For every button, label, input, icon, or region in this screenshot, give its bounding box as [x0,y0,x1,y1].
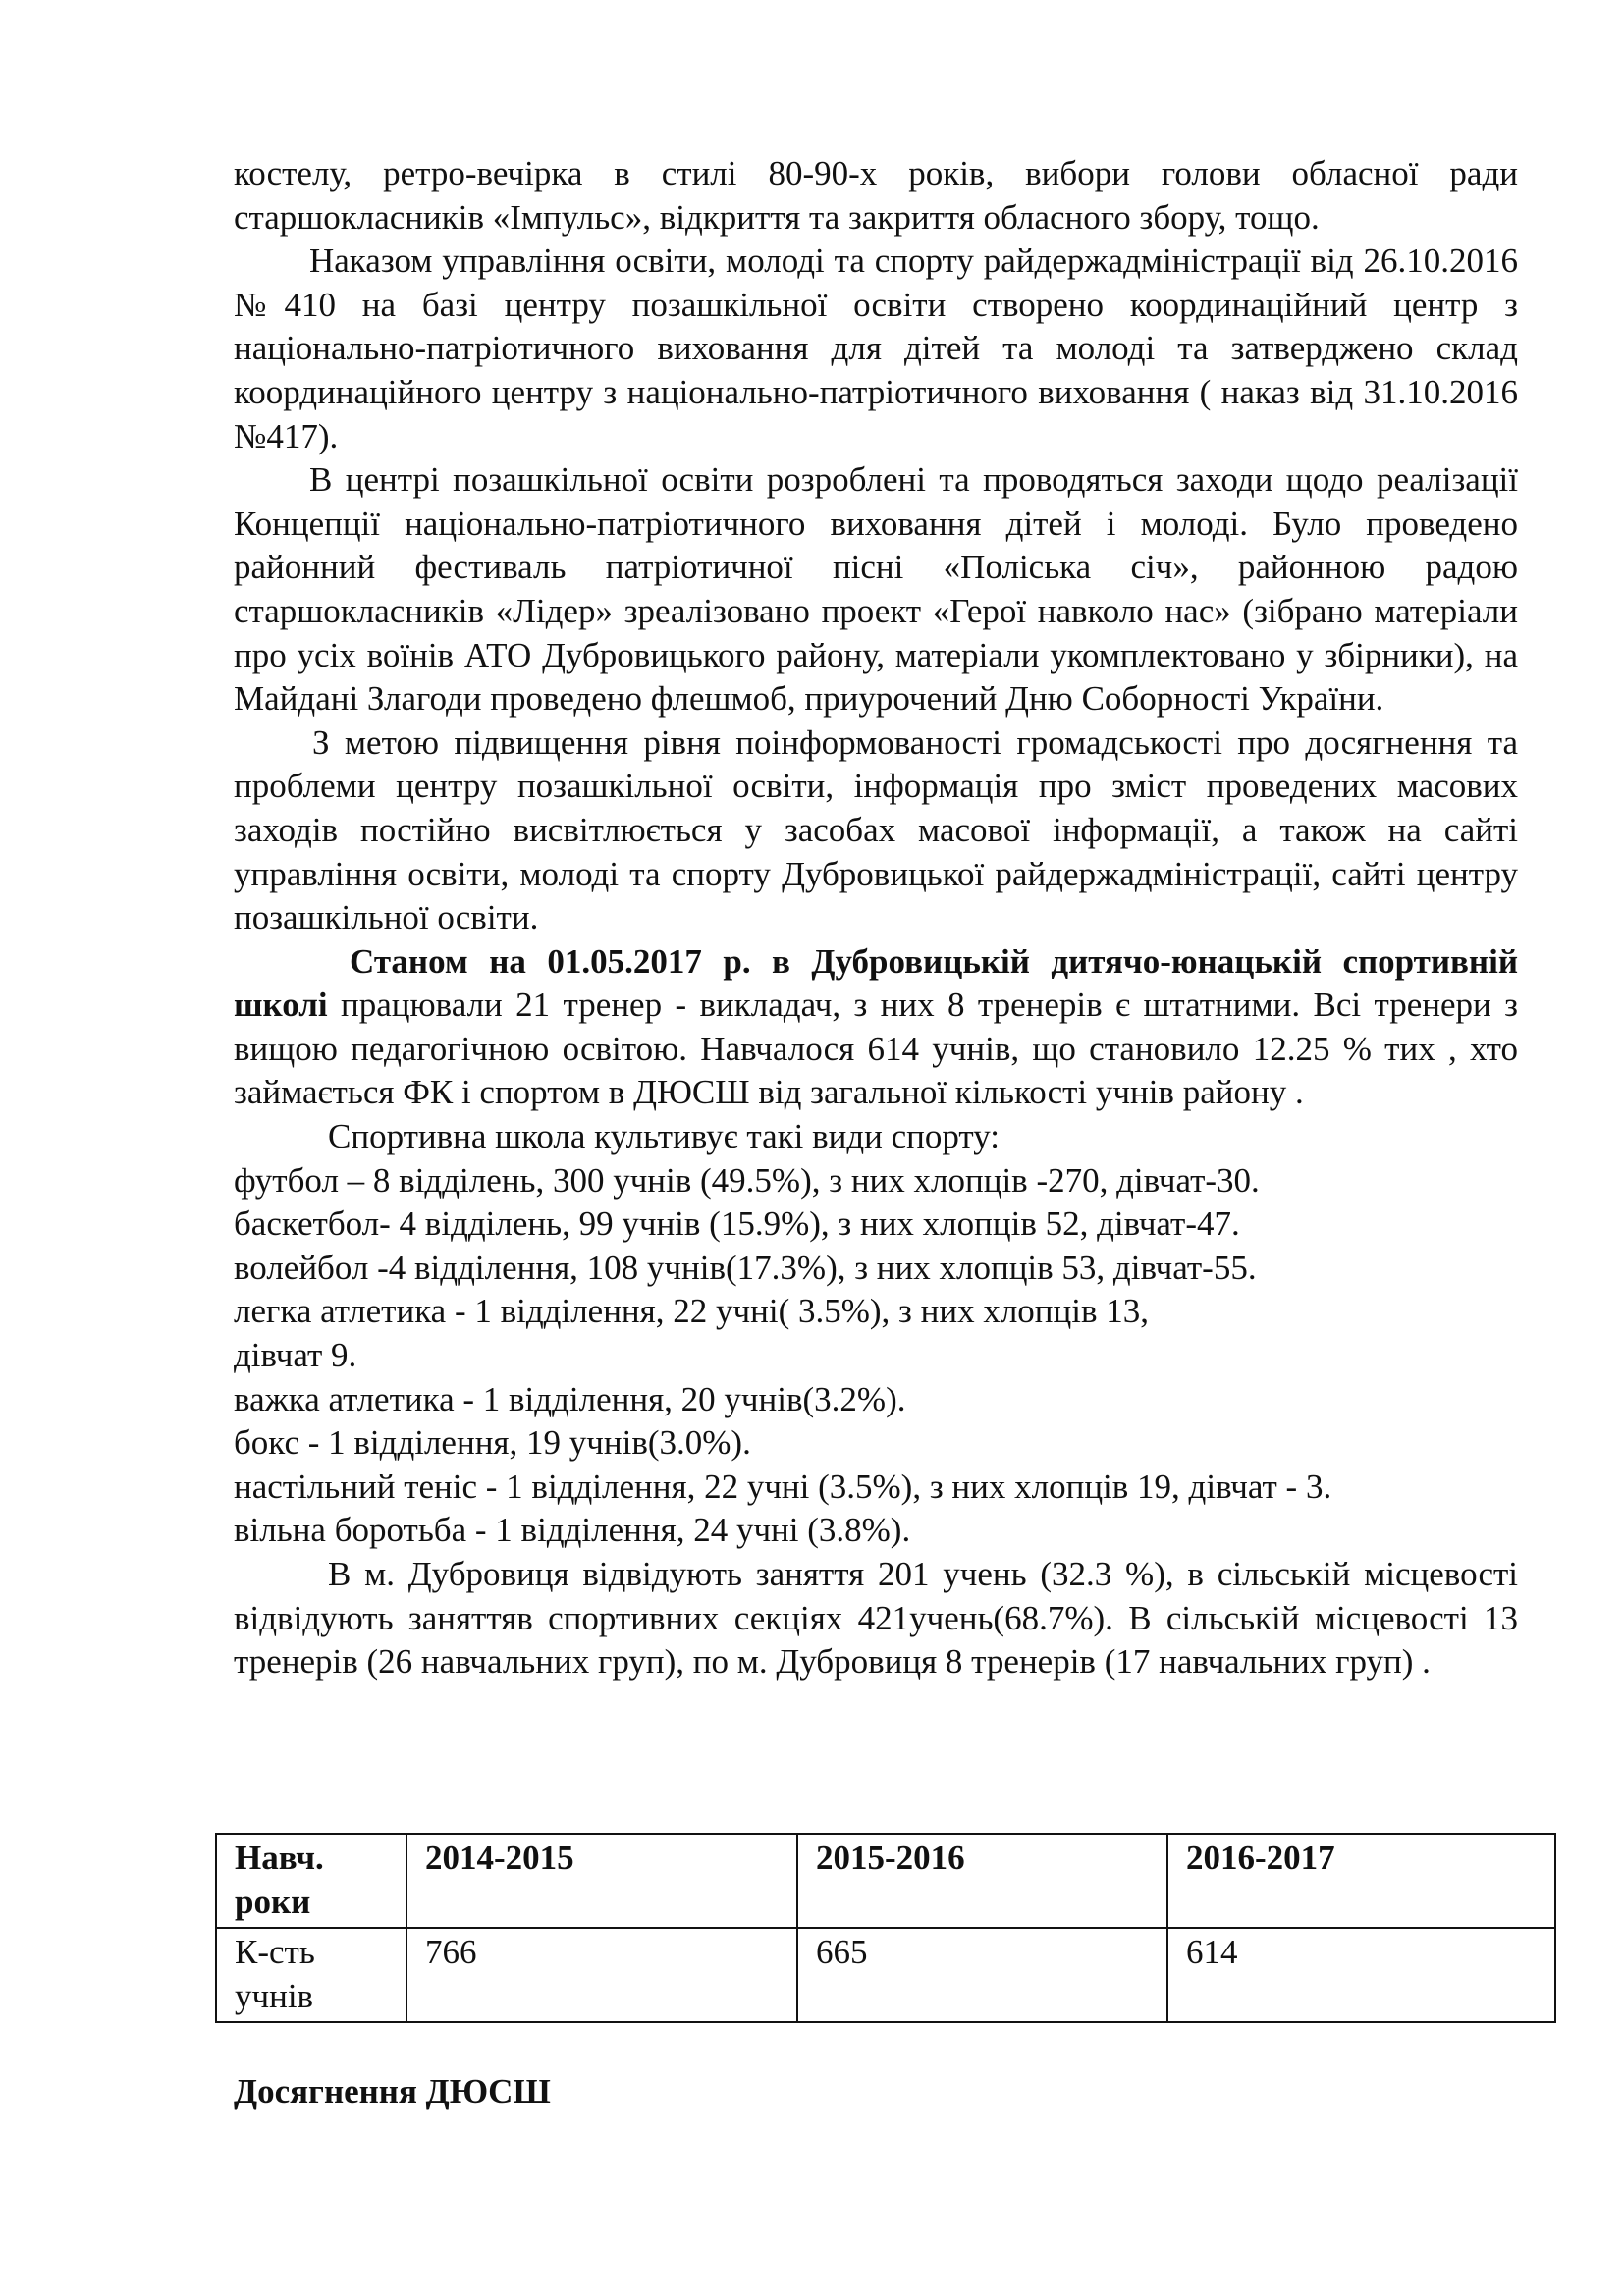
paragraph-sports-intro: Спортивна школа культивує такі види спорту: [328,1117,1001,1156]
paragraph-sport-school-bold: Станом на 01.05.2017 р. в Дубровицькій дитячо-юнацькій спортивній школі [234,941,1518,1025]
sport-line: вільна боротьба - 1 відділення, 24 учні (3.8%). [234,1511,911,1550]
table-header-cell: 2014-2015 [406,1834,797,1928]
paragraph-order: Наказом управління освіти, молоді та спорту райдержадміністрації від 26.10.2016 №410 на базі центру позашкільної освіти створено координаційний центр з національно-патріотичного виховання для дітей та молоді та затверджено склад координаційного центру з національно-патріотичного виховання ( наказ від 31.10.2016 №417). [234,241,1518,455]
table-row [216,1928,1555,2022]
sport-line: важка атлетика - 1 відділення, 20 учнів(3.2%). [234,1379,906,1418]
sport-line: бокс - 1 відділення, 19 учнів(3.0%). [234,1423,751,1463]
paragraph-sport-school [234,940,1518,1115]
paragraph-patriotic: В центрі позашкільної освіти розроблені та проводяться заходи щодо реалізації Концепції національно-патріотичного виховання дітей і молоді. Було проведено районний фестиваль патріотичної пісні «Поліська січ», районною радою старшокласників «Лідер» зреалізовано проект «Герої навколо нас» (зібрано матеріали про усіх воїнів АТО Дубровицького району, матеріали укомплектовано у збірники), на Майдані Злагоди проведено флешмоб, приурочений Дню Соборності України. [234,460,1518,719]
paragraph-attendance: В м. Дубровиця відвідують заняття 201 учень (32.3 %), в сільській місцевості відвідують заняттяв спортивних секціях 421учень(68.7%). В сільській місцевості 13 тренерів (26 навчальних груп), по м. Дубровиця 8 тренерів (17 навчальних груп) . [234,1555,1518,1682]
sport-line: волейбол -4 відділення, 108 учнів(17.3%), з них хлопців 53, дівчат-55. [234,1248,1257,1287]
paragraph-sport-school-text: працювали 21 тренер - викладач, з них 8 тренерів є штатними. Всі тренери з вищою педагогічною освітою. Навчалося 614 учнів, що становило 12.25 % тих , хто займається ФК і спортом в ДЮСШ від загальної кількості учнів району . [234,986,1518,1112]
sport-line: дівчат 9. [234,1336,357,1375]
table-header-cell: 2016-2017 [1167,1834,1555,1928]
paragraph-events: костелу, ретро-вечірка в стилі 80-90-х років, вибори голови обласної ради старшокласників «Імпульс», відкриття та закриття обласного збору, тощо. [234,154,1518,237]
table-header-cell: 2015-2016 [797,1834,1167,1928]
sport-line: футбол – 8 відділень, 300 учнів (49.5%), з них хлопців -270, дівчат-30. [234,1160,1260,1200]
table-cell: К-сть учнів [216,1928,406,2022]
table-header-row [216,1834,1555,1928]
table-cell: 766 [406,1928,797,2022]
table-cell: 665 [797,1928,1167,2022]
table-header-cell: Навч. роки [216,1834,406,1928]
sport-line: баскетбол- 4 відділень, 99 учнів (15.9%), з них хлопців 52, дівчат-47. [234,1204,1240,1244]
sports-list [234,1159,1518,1553]
document-body [234,152,1518,1684]
paragraph-information: З метою підвищення рівня поінформованості громадськості про досягнення та проблеми центру позашкільної освіти, інформація про зміст проведених масових заходів постійно висвітлюється у засобах масової інформації, а також на сайті управління освіти, молоді та спорту Дубровицької райдержадміністрації, сайті центру позашкільної освіти. [234,722,1518,937]
sport-line: настільний теніс - 1 відділення, 22 учні (3.5%), з них хлопців 19, дівчат - 3. [234,1467,1332,1506]
table-cell: 614 [1167,1928,1555,2022]
section-heading: Досягнення ДЮСШ [234,2072,551,2110]
students-table [215,1833,1556,2023]
sport-line: легка атлетика - 1 відділення, 22 учні( 3.5%), з них хлопців 13, [234,1292,1149,1331]
